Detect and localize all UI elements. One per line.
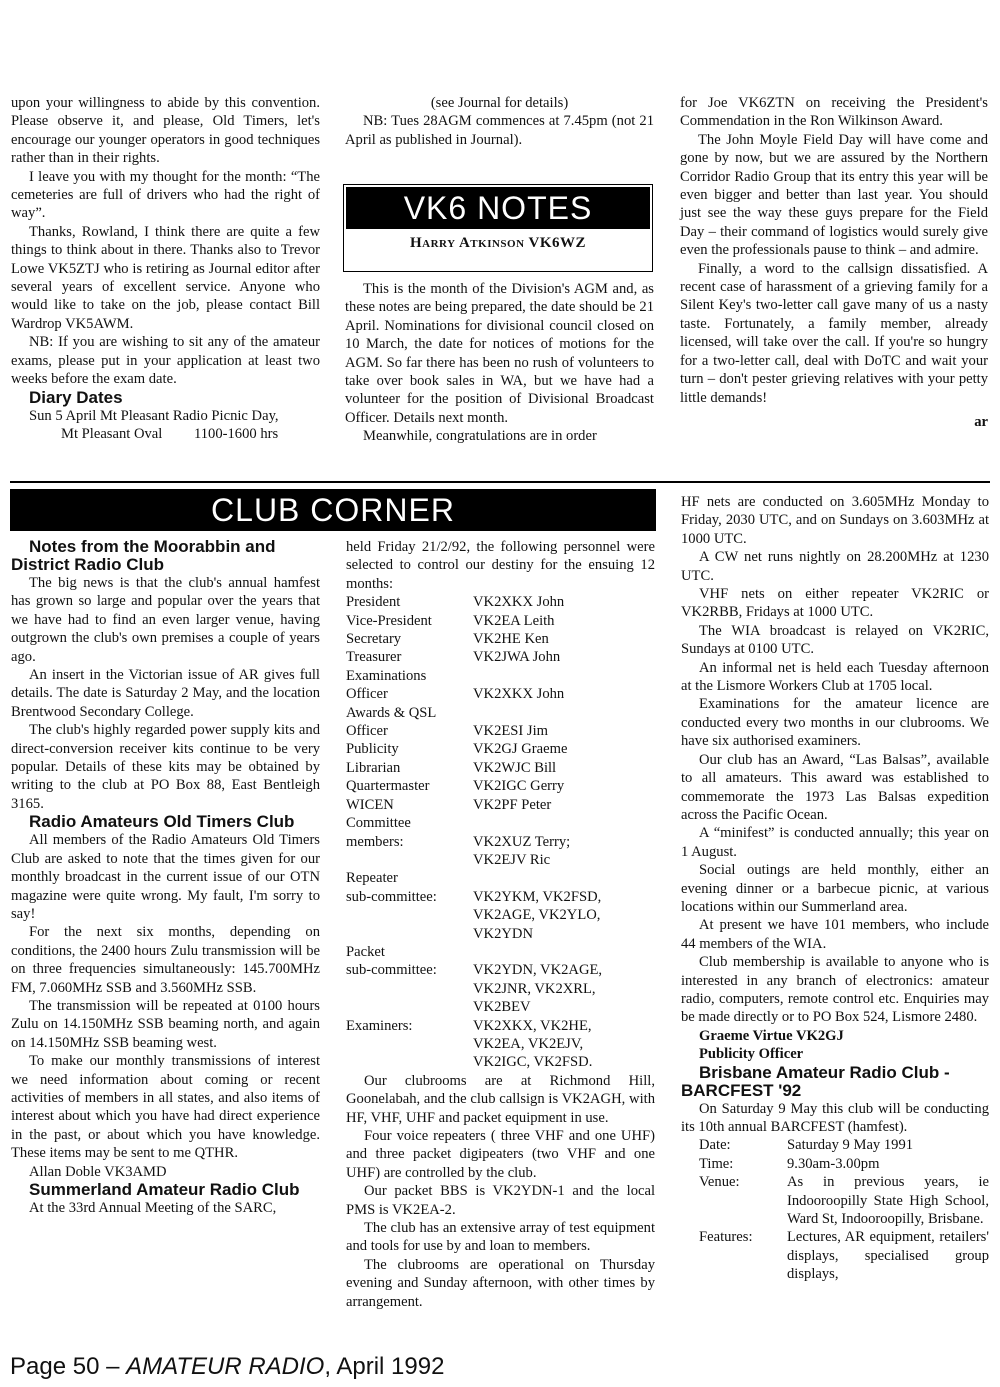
officer-callsign: VK2XUZ Terry; (473, 833, 571, 850)
paragraph: All members of the Radio Amateurs Old Timers Club are asked to note that the times given for our monthly broadcast in the current issue of our OTN magazine were quite wrong. My fault, I'm sorry to say! (11, 832, 320, 922)
officer-row (346, 740, 602, 758)
paragraph: At present we have 101 members, who include 44 members of the WIA. (681, 917, 989, 952)
detail-value: Lectures, AR equipment, retailers' displays, specialised group displays, (787, 1229, 989, 1283)
diary-dates-heading: Diary Dates (29, 387, 123, 407)
paragraph: I leave you with my thought for the month: “The cemeteries are full of drivers who had the right of way”. (11, 168, 320, 222)
officer-callsign: VK2XKX John (473, 686, 565, 703)
moorabbin-heading: Notes from the Moorabbin and District Radio Club (11, 537, 276, 574)
officer-role: Vice-President (346, 612, 432, 629)
paragraph: HF nets are conducted on 3.605MHz Monday to Friday, 2030 UTC, and on Sundays on 3.603MHz at 1000 UTC. (681, 494, 989, 547)
detail-item (681, 1228, 989, 1283)
officer-callsign (473, 814, 602, 832)
old-timers-heading: Radio Amateurs Old Timers Club (29, 812, 295, 832)
officer-row (346, 759, 602, 777)
paragraph: Our club has an Award, “Las Balsas”, available to all amateurs. This award was established to commemorate the 1973 Las Balsas expedition across the Pacific Ocean. (681, 751, 989, 823)
officer-row (346, 869, 602, 887)
officer-role: Awards & QSL (346, 704, 437, 721)
paragraph: Examinations for the amateur licence are conducted every two months in our clubrooms. We have six authorised examiners. (681, 696, 989, 750)
barcfest-details (681, 1136, 989, 1283)
paragraph: Our packet BBS is VK2YDN-1 and the local PMS is VK2EA-2. (346, 1183, 655, 1218)
paragraph: The WIA broadcast is relayed on VK2RIC, Sundays at 0100 UTC. (681, 622, 989, 658)
paragraph: At the 33rd Annual Meeting of the SARC, (29, 1200, 277, 1216)
officer-role: Repeater (346, 870, 398, 887)
paragraph: An insert in the Victorian issue of AR gives full details. The date is Saturday 2 May, and the location Brentwood Secondary College. (11, 667, 320, 720)
paragraph: The John Moyle Field Day will have come and gone by now, but we are assured by the Northern Corridor Radio Group that its entry this year will be even bigger and better than last year. You should just see the way these guys prepare for the Field Day – their command of logistics would surely give even the professionals pause to think – and admire. (680, 131, 988, 259)
officer-callsign: VK2XKX John (473, 594, 565, 611)
officer-callsign: VK2PF Peter (473, 796, 552, 813)
officer-role: Examiners: (346, 1017, 413, 1034)
officer-callsign (473, 943, 602, 961)
officer-role: President (346, 594, 401, 611)
officer-row (346, 851, 602, 869)
officer-row (346, 704, 602, 722)
officer-role: Quartermaster (346, 778, 430, 795)
officer-row (346, 1053, 602, 1071)
officer-row (346, 943, 602, 961)
paragraph: On Saturday 9 May this club will be conducting its 10th annual BARCFEST (hamfest). (681, 1100, 989, 1135)
diary-line: Sun 5 April Mt Pleasant Radio Picnic Day, (29, 407, 279, 424)
paragraph: Meanwhile, congratulations are in order (363, 428, 597, 445)
officer-row (346, 814, 602, 832)
officer-callsign: VK2XKX, VK2HE, (473, 1017, 592, 1034)
top-column-1 (11, 94, 320, 443)
officer-role (346, 980, 473, 998)
officer-row (346, 906, 602, 924)
paragraph: The clubrooms are operational on Thursday evening and Sunday afternoon, with other times by arrangement. (346, 1256, 655, 1310)
officer-role: sub-committee: (346, 888, 437, 905)
officer-row (346, 685, 602, 703)
officer-role: sub-committee: (346, 962, 437, 979)
section-divider (10, 481, 990, 483)
officer-row (346, 630, 602, 648)
officer-row (346, 1035, 602, 1053)
top-column-2 (345, 94, 654, 149)
paragraph: The transmission will be repeated at 0100 hours Zulu on 14.150MHz SSB beaming north, and again on 14.150MHz SSB beaming west. (11, 997, 320, 1051)
officer-role: Secretary (346, 631, 402, 648)
paragraph: An informal net is held each Tuesday afternoon at the Lismore Workers Club at 1705 local. (681, 659, 989, 695)
officer-row (346, 667, 602, 685)
vk6-notes-author: Harry Atkinson VK6WZ (409, 235, 587, 251)
officer-row (346, 593, 602, 611)
signature-title: Publicity Officer (699, 1046, 804, 1063)
officer-callsign: VK2EJV Ric (473, 851, 551, 868)
officer-row (346, 961, 602, 979)
paragraph: The big news is that the club's annual hamfest has grown so large and popular over the years that we have had to find an even larger venue, having outgrown the club's own premises a couple of years ago. (11, 575, 320, 665)
officer-role: members: (346, 833, 404, 850)
officer-row (346, 980, 602, 998)
top-column-3 (680, 94, 988, 431)
signature: Allan Doble VK3AMD (29, 1163, 167, 1180)
officer-row (346, 612, 602, 630)
officer-callsign: VK2YDN (473, 925, 533, 942)
paragraph: The club's highly regarded power supply kits and direct-conversion receiver kits continue to be very popular. Details of these kits may be obtained by writing to the club at PO Box 88, East Bentleigh 3165. (11, 722, 320, 812)
officer-row (346, 777, 602, 795)
paragraph: A “minifest” is conducted annually; this year on 1 August. (681, 825, 989, 860)
officer-callsign: VK2HE Ken (473, 631, 549, 648)
officer-role: Packet (346, 943, 385, 960)
agm-note: NB: Tues 28AGM commences at 7.45pm (not 21 April as published in Journal). (345, 113, 654, 148)
officer-row (346, 925, 602, 943)
detail-label: Venue: (699, 1174, 740, 1191)
vk6-notes-title: VK6 NOTES (346, 187, 650, 229)
paragraph: for Joe VK6ZTN on receiving the President's Commendation in the Ron Wilkinson Award. (680, 95, 988, 130)
detail-value: Saturday 9 May 1991 (787, 1137, 914, 1154)
signature-name: Graeme Virtue VK2GJ (699, 1027, 844, 1044)
officer-callsign: VK2IGC, VK2FSD. (473, 1054, 593, 1071)
club-column-2 (346, 538, 655, 1311)
officer-role (346, 925, 473, 943)
see-journal-note: (see Journal for details) (430, 95, 569, 111)
officer-role: Officer (346, 723, 388, 740)
officer-callsign: VK2GJ Graeme (473, 741, 568, 758)
officer-callsign: VK2ESI Jim (473, 723, 548, 740)
officer-row (346, 998, 602, 1016)
diary-line (11, 425, 320, 443)
officer-callsign (473, 869, 602, 887)
officer-role: Librarian (346, 759, 401, 776)
officer-role: Committee (346, 815, 411, 832)
detail-value: 9.30am-3.00pm (787, 1155, 880, 1172)
club-column-3 (681, 493, 989, 1284)
paragraph: VHF nets on either repeater VK2RIC or VK2RBB, Fridays at 1000 UTC. (681, 586, 989, 621)
detail-item (681, 1155, 989, 1173)
paragraph: Thanks, Rowland, I think there are quite a few things to think about in there. Thanks also to Trevor Lowe VK5ZTJ who is retiring as Journal editor after several years of excellent service. Anyone who would like to take on the job, please contact Bill Wardrop VK5AWM. (11, 223, 320, 332)
magazine-name: AMATEUR RADIO (126, 1353, 325, 1380)
detail-item (681, 1173, 989, 1228)
top-column-2-body (345, 280, 654, 446)
officer-role: Examinations (346, 667, 427, 684)
officer-role: WICEN (346, 796, 394, 813)
officer-role (346, 1035, 473, 1053)
paragraph: To make our monthly transmissions of interest we need information about coming or recent activities of members in all states, and also items of interest about which you have had direct experience in the past, or about which you have knowledge. These items may be sent to me QTHR. (11, 1053, 320, 1162)
brisbane-heading: Brisbane Amateur Radio Club - BARCFEST '92 (681, 1062, 950, 1100)
detail-item (681, 1136, 989, 1154)
paragraph: Club membership is available to anyone who is interested in any branch of electronics: amateur radio, computers, remote control etc. Enquiries may be made directly or to PO Box 524, Lismore 2480. (681, 954, 989, 1026)
officer-role: Publicity (346, 741, 399, 758)
officer-callsign: VK2JWA John (473, 649, 561, 666)
officer-callsign (473, 704, 602, 722)
detail-value: As in previous years, ie Indooroopilly State High School, Ward St, Indooroopilly, Brisbane. (787, 1174, 989, 1228)
end-mark: ar (974, 413, 988, 430)
officer-callsign: VK2AGE, VK2YLO, (473, 907, 601, 924)
paragraph: Four voice repeaters ( three VHF and one UHF) and three packet digipeaters (two VHF and one UHF) are controlled by the club. (346, 1128, 655, 1181)
diary-time: 1100-1600 hrs (194, 425, 279, 442)
paragraph: The club has an extensive array of test equipment and tools for use by and loan to members. (346, 1220, 655, 1255)
officer-callsign: VK2EA, VK2EJV, (473, 1035, 584, 1052)
summerland-heading: Summerland Amateur Radio Club (29, 1180, 300, 1199)
page-footer (10, 1353, 444, 1381)
officer-row (346, 1017, 602, 1035)
detail-label: Time: (699, 1155, 734, 1172)
officer-row (346, 722, 602, 740)
paragraph: For the next six months, depending on conditions, the 2400 hours Zulu transmission will be on three frequencies simultaneously: 145.700MHz FM, 7.060MHz SSB and 3.560MHz SSB. (11, 924, 320, 996)
detail-label: Date: (699, 1137, 731, 1154)
detail-label: Features: (699, 1229, 753, 1246)
officer-role (346, 906, 473, 924)
officer-callsign: VK2WJC Bill (473, 759, 557, 776)
officer-callsign: VK2YKM, VK2FSD, (473, 888, 602, 905)
paragraph: Our clubrooms are at Richmond Hill, Goonelabah, and the club callsign is VK2AGH, with HF, VHF, UHF and packet equipment in use. (346, 1072, 655, 1126)
officer-role (346, 998, 473, 1016)
diary-location: Mt Pleasant Oval (61, 425, 163, 442)
officers-table (346, 593, 602, 1072)
officer-role: Officer (346, 686, 388, 703)
paragraph: Finally, a word to the callsign dissatisfied. A recent case of harassment of a grieving family for a Silent Key's two-letter call gave many of us a nasty taste. Fortunately, a family member, already licensed, will take over the call. If you're so hungry for a two-letter call, deal with DoTC and wait your turn – don't pester grieving relatives with your petty little demands! (680, 260, 988, 406)
paragraph: Social outings are held monthly, either an evening dinner or a barbecue picnic, at various locations within our Summerland area. (681, 862, 989, 915)
paragraph: This is the month of the Division's AGM and, as these notes are being prepared, the date should be 21 April. Nominations for divisional council closed on 10 March, the date for notices of motions for the AGM. So far there has been no rush of volunteers to take over book sales in WA, but we have had a volunteer for the position of Divisional Broadcast Officer. Details next month. (345, 281, 654, 426)
officer-role (346, 1053, 473, 1071)
officer-callsign: VK2JNR, VK2XRL, (473, 980, 596, 997)
paragraph: A CW net runs nightly on 28.200MHz at 1230 UTC. (681, 549, 989, 584)
club-column-1 (11, 538, 320, 1217)
officer-row (346, 833, 602, 851)
paragraph: upon your willingness to abide by this convention. Please observe it, and please, Old Timers, let's encourage our younger operators in good techniques rather than in their rights. (11, 95, 320, 167)
page-number: Page 50 – (10, 1353, 127, 1380)
vk6-notes-box (343, 184, 653, 272)
club-corner-title: CLUB CORNER (10, 489, 656, 531)
officer-row (346, 888, 602, 906)
officer-row (346, 648, 602, 666)
officer-row (346, 796, 602, 814)
officer-callsign: VK2YDN, VK2AGE, (473, 962, 603, 979)
officer-callsign (473, 667, 602, 685)
issue-date: , April 1992 (324, 1353, 445, 1380)
officer-callsign: VK2IGC Gerry (473, 778, 565, 795)
officer-role (346, 851, 473, 869)
paragraph: held Friday 21/2/92, the following personnel were selected to control our destiny for the ensuing 12 months: (346, 539, 655, 592)
officer-callsign: VK2EA Leith (473, 612, 555, 629)
paragraph: NB: If you are wishing to sit any of the amateur exams, please put in your application at least two weeks before the exam date. (11, 334, 320, 388)
officer-role: Treasurer (346, 649, 402, 666)
officer-callsign: VK2BEV (473, 999, 531, 1016)
